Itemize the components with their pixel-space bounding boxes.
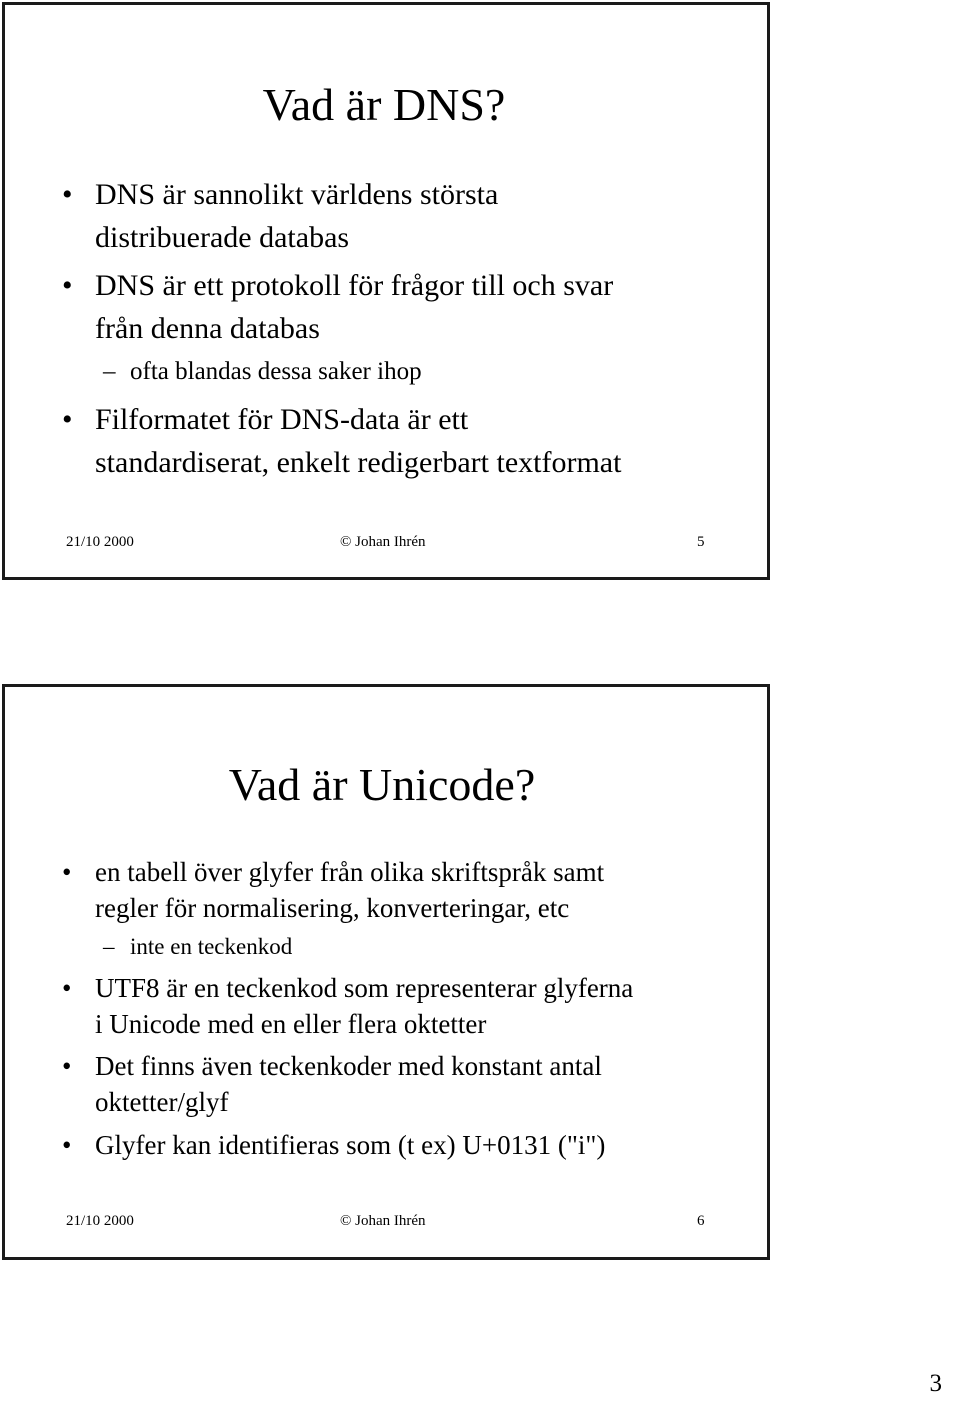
footer-date: 21/10 2000 bbox=[66, 1213, 134, 1229]
bullet-line: Glyfer kan identifieras som (t ex) U+0131 ("i") bbox=[95, 1130, 606, 1160]
bullet-item bbox=[62, 973, 71, 1004]
slide-number: 6 bbox=[697, 1213, 705, 1229]
bullet-line: distribuerade databas bbox=[95, 221, 350, 254]
sub-item-dash: – bbox=[103, 358, 116, 385]
bullet-line: UTF8 är en teckenkod som representerar glyferna bbox=[95, 973, 634, 1003]
footer-copyright bbox=[340, 534, 426, 551]
bullet-item bbox=[62, 178, 73, 212]
footer-author: Johan Ihrén bbox=[355, 1213, 426, 1229]
bullet-line: i Unicode med en eller flera oktetter bbox=[95, 1009, 487, 1039]
slide-title: Vad är DNS? bbox=[262, 79, 506, 130]
sub-item: ofta blandas dessa saker ihop bbox=[130, 358, 422, 385]
bullet-line: Det finns även teckenkoder med konstant antal bbox=[95, 1051, 602, 1081]
bullet-line: Filformatet för DNS-data är ett bbox=[95, 403, 469, 436]
bullet-icon: • bbox=[62, 1130, 72, 1160]
footer-date: 21/10 2000 bbox=[66, 534, 134, 550]
bullet-line: från denna databas bbox=[95, 312, 320, 345]
slide-title: Vad är Unicode? bbox=[228, 759, 536, 810]
bullet-line: DNS är sannolikt världens största bbox=[95, 178, 499, 211]
bullet-icon: • bbox=[62, 269, 73, 302]
bullet-icon: • bbox=[62, 403, 73, 436]
bullet-line: regler för normalisering, konverteringar, etc bbox=[95, 893, 570, 923]
bullet-item bbox=[62, 1051, 71, 1082]
bullet-line: oktetter/glyf bbox=[95, 1087, 229, 1117]
footer-copyright bbox=[340, 1213, 426, 1230]
bullet-item bbox=[62, 857, 71, 888]
sub-item: inte en teckenkod bbox=[130, 934, 293, 959]
bullet-icon: • bbox=[62, 1051, 72, 1081]
bullet-line: standardiserat, enkelt redigerbart textformat bbox=[95, 446, 622, 479]
bullet-item bbox=[62, 269, 73, 303]
bullet-item bbox=[62, 1130, 71, 1161]
bullet-icon: • bbox=[62, 973, 72, 1003]
bullet-line: DNS är ett protokoll för frågor till och svar bbox=[95, 269, 614, 302]
bullet-icon: • bbox=[62, 857, 72, 887]
slide-number: 5 bbox=[697, 534, 705, 550]
copyright-icon: © bbox=[340, 1213, 352, 1229]
page-number: 3 bbox=[929, 1370, 942, 1397]
bullet-item bbox=[62, 403, 73, 437]
sub-item-dash: – bbox=[103, 934, 115, 959]
footer-author: Johan Ihrén bbox=[355, 534, 426, 550]
copyright-icon: © bbox=[340, 534, 352, 550]
bullet-line: en tabell över glyfer från olika skriftspråk samt bbox=[95, 857, 605, 887]
bullet-icon: • bbox=[62, 178, 73, 211]
